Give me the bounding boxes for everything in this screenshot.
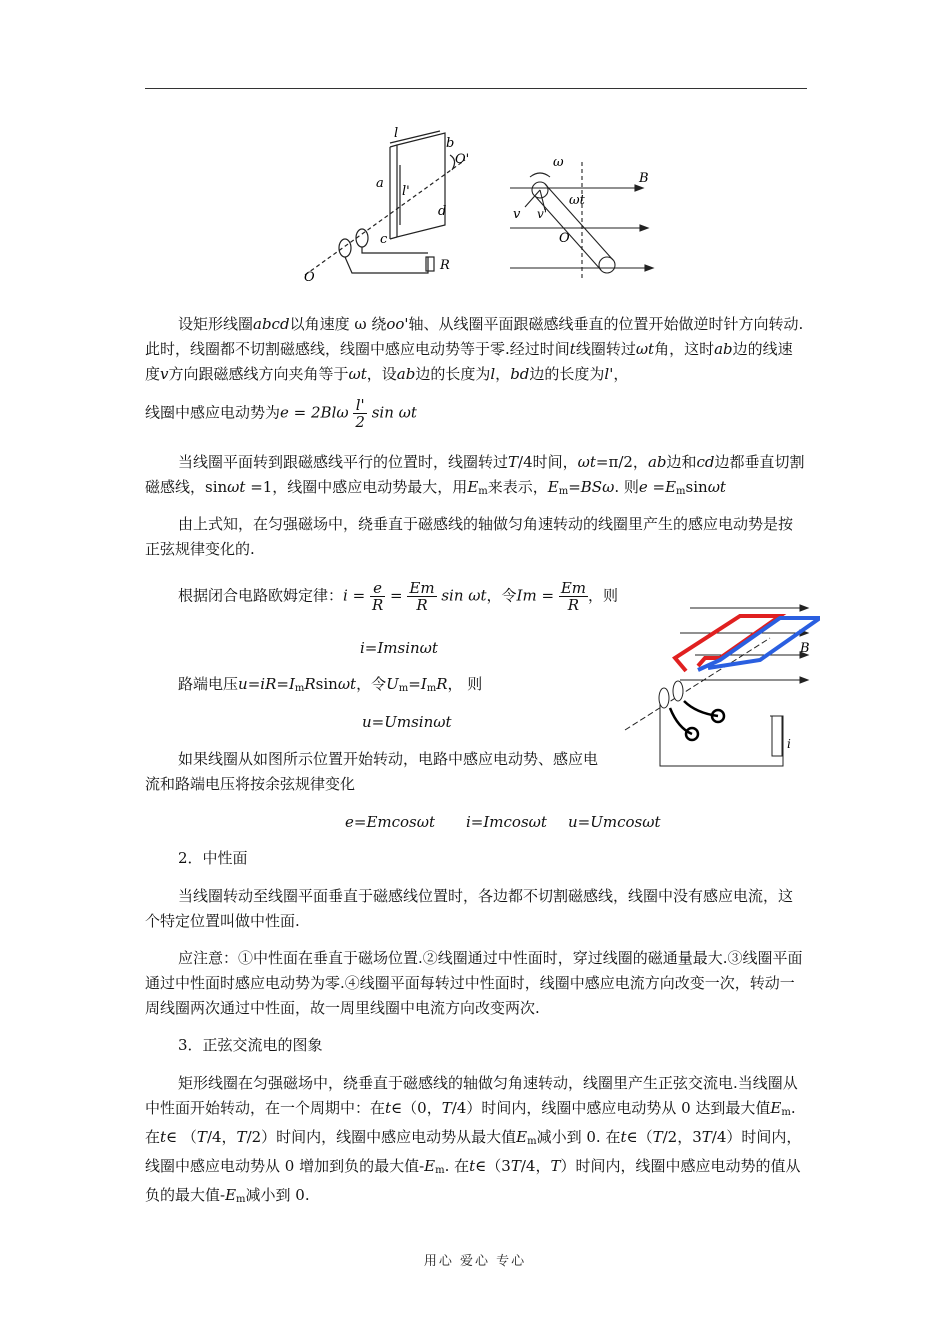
- label-a: a: [376, 176, 384, 191]
- omega-arrow: [530, 173, 550, 177]
- equation-current: i=Imsinωt: [360, 639, 438, 657]
- equation-e-cos: e=Emcosωt: [345, 813, 436, 831]
- paragraph-coil-rotation: 设矩形线圈abcd以角速度 ω 绕oo'轴、从线圈平面跟磁感线垂直的位置开始做逆时针方向转动.此时，线圈都不切割磁感线，线圈中感应电动势等于零.经过时间t线圈转过ωt角，这时ab边的线速度v方向跟磁感线方向夹角等于ωt，设ab边的长度为l，bd边的长度为l'，: [145, 315, 804, 383]
- label-B3: B: [800, 641, 810, 656]
- external-circuit: [660, 696, 783, 766]
- emf-formula-line: 线圈中感应电动势为e = 2Blω $\frac{l'}{2}$ sin ωt: [145, 396, 417, 431]
- slip-ring-2: [356, 229, 368, 247]
- paragraph-max-emf: 当线圈平面转到跟磁感线平行的位置时，线圈转过T/4时间，ωt=π/2，ab边和cd边都垂直切割磁感线，sinωt =1，线圈中感应电动势最大，用$E_m$来表示，$E_m=BS\omega$. 则$e =E_m\sin\omega t$: [145, 453, 805, 497]
- paragraph-notes: 应注意：①中性面在垂直于磁场位置.②线圈通过中性面时，穿过线圈的磁通量最大.③线圈平面通过中性面时感应电动势为零.④线圈平面每转过中性面时，线圈中感应电流方向改变一次，转动一周线圈两次通过中性面，故一周里线圈中电流方向改变两次.: [145, 949, 803, 1017]
- figure-cross-section: [505, 152, 665, 282]
- label-R: R: [440, 258, 450, 273]
- slip-ring-a: [659, 688, 669, 708]
- heading-sine-graph: 3．正弦交流电的图象: [178, 1036, 323, 1054]
- paragraph-neutral-plane: 当线圈转动至线圈平面垂直于磁感线位置时，各边都不切割磁感线，线圈中没有感应电流，这个特定位置叫做中性面.: [145, 887, 794, 930]
- slip-ring-b: [673, 681, 683, 701]
- paragraph-cosine: 如果线圈从如图所示位置开始转动，电路中感应电动势、感应电流和路端电压将按余弦规律变化: [145, 750, 599, 793]
- paragraph-conclusion: 由上式知，在匀强磁场中，绕垂直于磁感线的轴做匀角速转动的线圈里产生的感应电动势是按正弦规律变化的.: [145, 515, 794, 558]
- equation-voltage: u=Umsinωt: [362, 713, 452, 731]
- label-i3: i: [787, 737, 791, 751]
- coil-red: [675, 616, 780, 671]
- header-rule: [145, 88, 807, 89]
- label-l-prime: l': [402, 184, 410, 199]
- label-b: b: [446, 136, 455, 151]
- figure-generator: [620, 598, 820, 773]
- label-l: l: [394, 126, 399, 141]
- page-footer: 用心 爱心 专心: [423, 1254, 527, 1269]
- label-d: d: [438, 204, 447, 219]
- slip-ring-1: [339, 239, 351, 257]
- label-omega-t: ωt: [569, 193, 585, 208]
- equation-i-cos: i=Imcosωt: [466, 813, 547, 831]
- figure-coil-diagram: [300, 125, 470, 285]
- ohm-law-line: 根据闭合电路欧姆定律：i = $\frac{e}{R}$ = $\frac{Em}{R}$ sin ωt，令Im = $\frac{Em}{R}$ ，则: [178, 579, 619, 614]
- generator-axis: [625, 638, 770, 730]
- label-omega: ω: [553, 155, 564, 170]
- circuit-wire: [345, 257, 428, 273]
- terminal-voltage-line: 路端电压$u=iR=I_mRsin\omega t$，令$U_m=I_mR$， 则: [178, 675, 483, 694]
- paragraph-sine-graph: 矩形线圈在匀强磁场中，绕垂直于磁感线的轴做匀角速转动，线圈里产生正弦交流电.当线圈从中性面开始转动，在一个周期中：在t∈（0，T/4）时间内，线圈中感应电动势从 0 达到最大值$E_m$. 在t∈ （T/4，T/2）时间内，线圈中感应电动势从最大值$E_m$减小到 0. 在t∈（T/2，3T/4）时间内，线圈中感应电动势从 0 增加到负的最大值$-E_m$. 在t∈（3T/4，T）时间内，线圈中感应电动势的值从负的最大值$-E_m$减小到 0.: [145, 1074, 802, 1205]
- label-v: v: [513, 207, 521, 222]
- resistor-R: [426, 257, 434, 271]
- label-O: O: [304, 270, 315, 285]
- label-O2: O: [559, 231, 570, 246]
- equation-u-cos: u=Umcosωt: [568, 813, 661, 831]
- heading-neutral-plane: 2．中性面: [178, 849, 248, 867]
- label-c: c: [380, 232, 388, 247]
- label-B: B: [639, 171, 649, 186]
- label-O-prime: O': [455, 152, 470, 167]
- label-v-prime: v': [537, 207, 548, 221]
